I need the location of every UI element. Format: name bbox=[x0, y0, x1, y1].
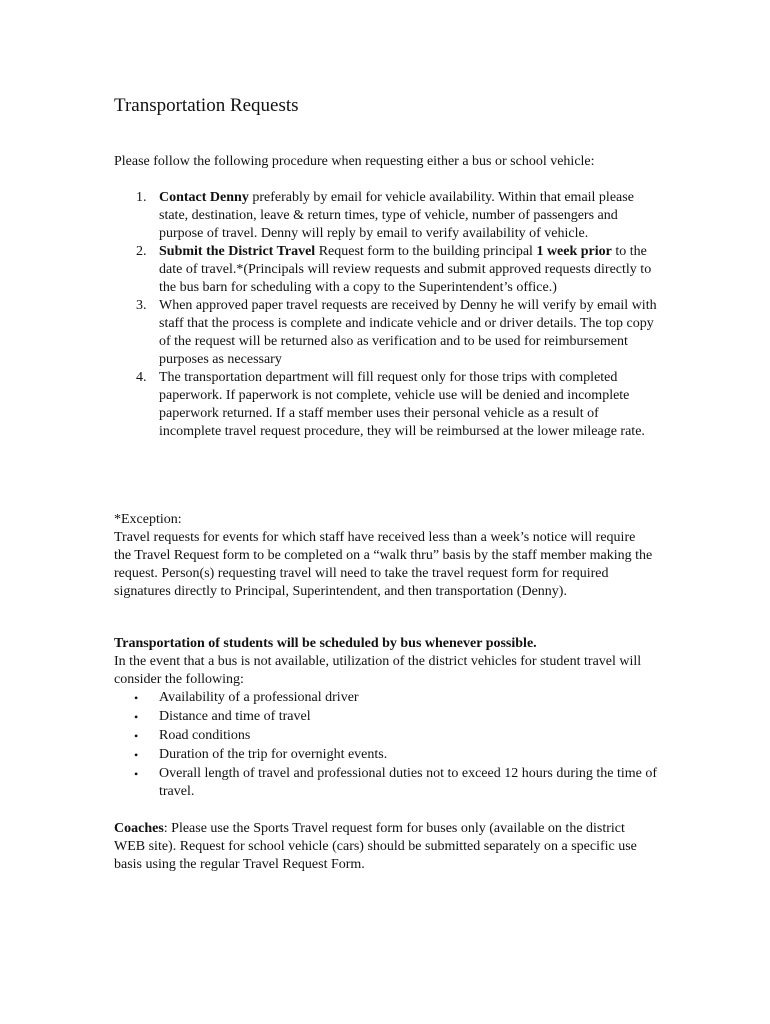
list-item-text: Road conditions bbox=[159, 728, 251, 743]
procedure-step-1 bbox=[114, 189, 662, 243]
step-text: to the date of travel.*(Principals will review requests and submit approved requests directly to the bus barn for scheduling with a copy to the Superintendent’s office.) bbox=[159, 244, 652, 295]
coaches-section bbox=[114, 820, 659, 874]
step-number: 1. bbox=[136, 190, 147, 205]
list-item-text: Availability of a professional driver bbox=[159, 690, 359, 705]
coaches-text: : Please use the Sports Travel request form for buses only (available on the district WEB site). Request for school vehicle (cars) should be submitted separately on a specific use basis using the regular Travel Request Form. bbox=[114, 821, 637, 872]
students-section bbox=[114, 635, 662, 802]
exception-text: Travel requests for events for which staff have received less than a week’s notice will require the Travel Request form to be completed on a “walk thru” basis by the staff member making the request. Person(s) requesting travel will need to take the travel request form for required signatures directly to Principal, Superintendent, and then transportation (Denny). bbox=[114, 530, 653, 599]
procedure-step-4 bbox=[114, 369, 662, 441]
list-item-text: Duration of the trip for overnight events. bbox=[159, 747, 388, 762]
students-heading: Transportation of students will be scheduled by bus whenever possible. bbox=[114, 636, 537, 651]
procedure-list bbox=[114, 189, 662, 441]
bullet-icon: • bbox=[134, 729, 139, 743]
step-bold-deadline: 1 week prior bbox=[536, 244, 612, 259]
list-item-text: Distance and time of travel bbox=[159, 709, 311, 724]
list-item bbox=[114, 746, 662, 764]
list-item-text: Overall length of travel and professional duties not to exceed 12 hours during the time of travel. bbox=[159, 766, 658, 799]
list-item bbox=[114, 689, 662, 707]
procedure-step-3 bbox=[114, 297, 662, 369]
bullet-icon: • bbox=[134, 748, 139, 762]
step-text: When approved paper travel requests are received by Denny he will verify by email with staff that the process is complete and indicate vehicle and or driver details. The top copy of the request will be returned also as verification and to be used for reimbursement purposes as necessary bbox=[159, 298, 657, 367]
document-title: Transportation Requests bbox=[114, 95, 299, 116]
exception-heading: *Exception: bbox=[114, 512, 182, 527]
considerations-list bbox=[114, 689, 662, 801]
step-number: 4. bbox=[136, 370, 147, 385]
step-number: 2. bbox=[136, 244, 147, 259]
bullet-icon: • bbox=[134, 710, 139, 724]
step-text: The transportation department will fill request only for those trips with completed paperwork. If paperwork is not complete, vehicle use will be denied and incomplete paperwork returned. If a staff member uses their personal vehicle as a result of incomplete travel request procedure, they will be reimbursed at the lower mileage rate. bbox=[159, 370, 645, 439]
list-item bbox=[114, 727, 662, 745]
intro-paragraph: Please follow the following procedure when requesting either a bus or school vehicle: bbox=[114, 154, 595, 169]
students-text: In the event that a bus is not available, utilization of the district vehicles for student travel will consider the following: bbox=[114, 654, 642, 687]
coaches-label: Coaches bbox=[114, 821, 164, 836]
step-text: Request form to the building principal bbox=[315, 244, 537, 259]
list-item bbox=[114, 765, 662, 801]
bullet-icon: • bbox=[134, 767, 139, 781]
step-bold-lead: Contact Denny bbox=[159, 190, 249, 205]
step-bold-lead: Submit the District Travel bbox=[159, 244, 316, 259]
bullet-icon: • bbox=[134, 691, 139, 705]
exception-section bbox=[114, 511, 654, 601]
step-number: 3. bbox=[136, 298, 147, 313]
list-item bbox=[114, 708, 662, 726]
procedure-step-2 bbox=[114, 243, 662, 297]
step-text: preferably by email for vehicle availability. Within that email please state, destination, leave & return times, type of vehicle, number of passengers and purpose of travel. Denny will reply by email to verify availability of vehicle. bbox=[159, 190, 634, 241]
